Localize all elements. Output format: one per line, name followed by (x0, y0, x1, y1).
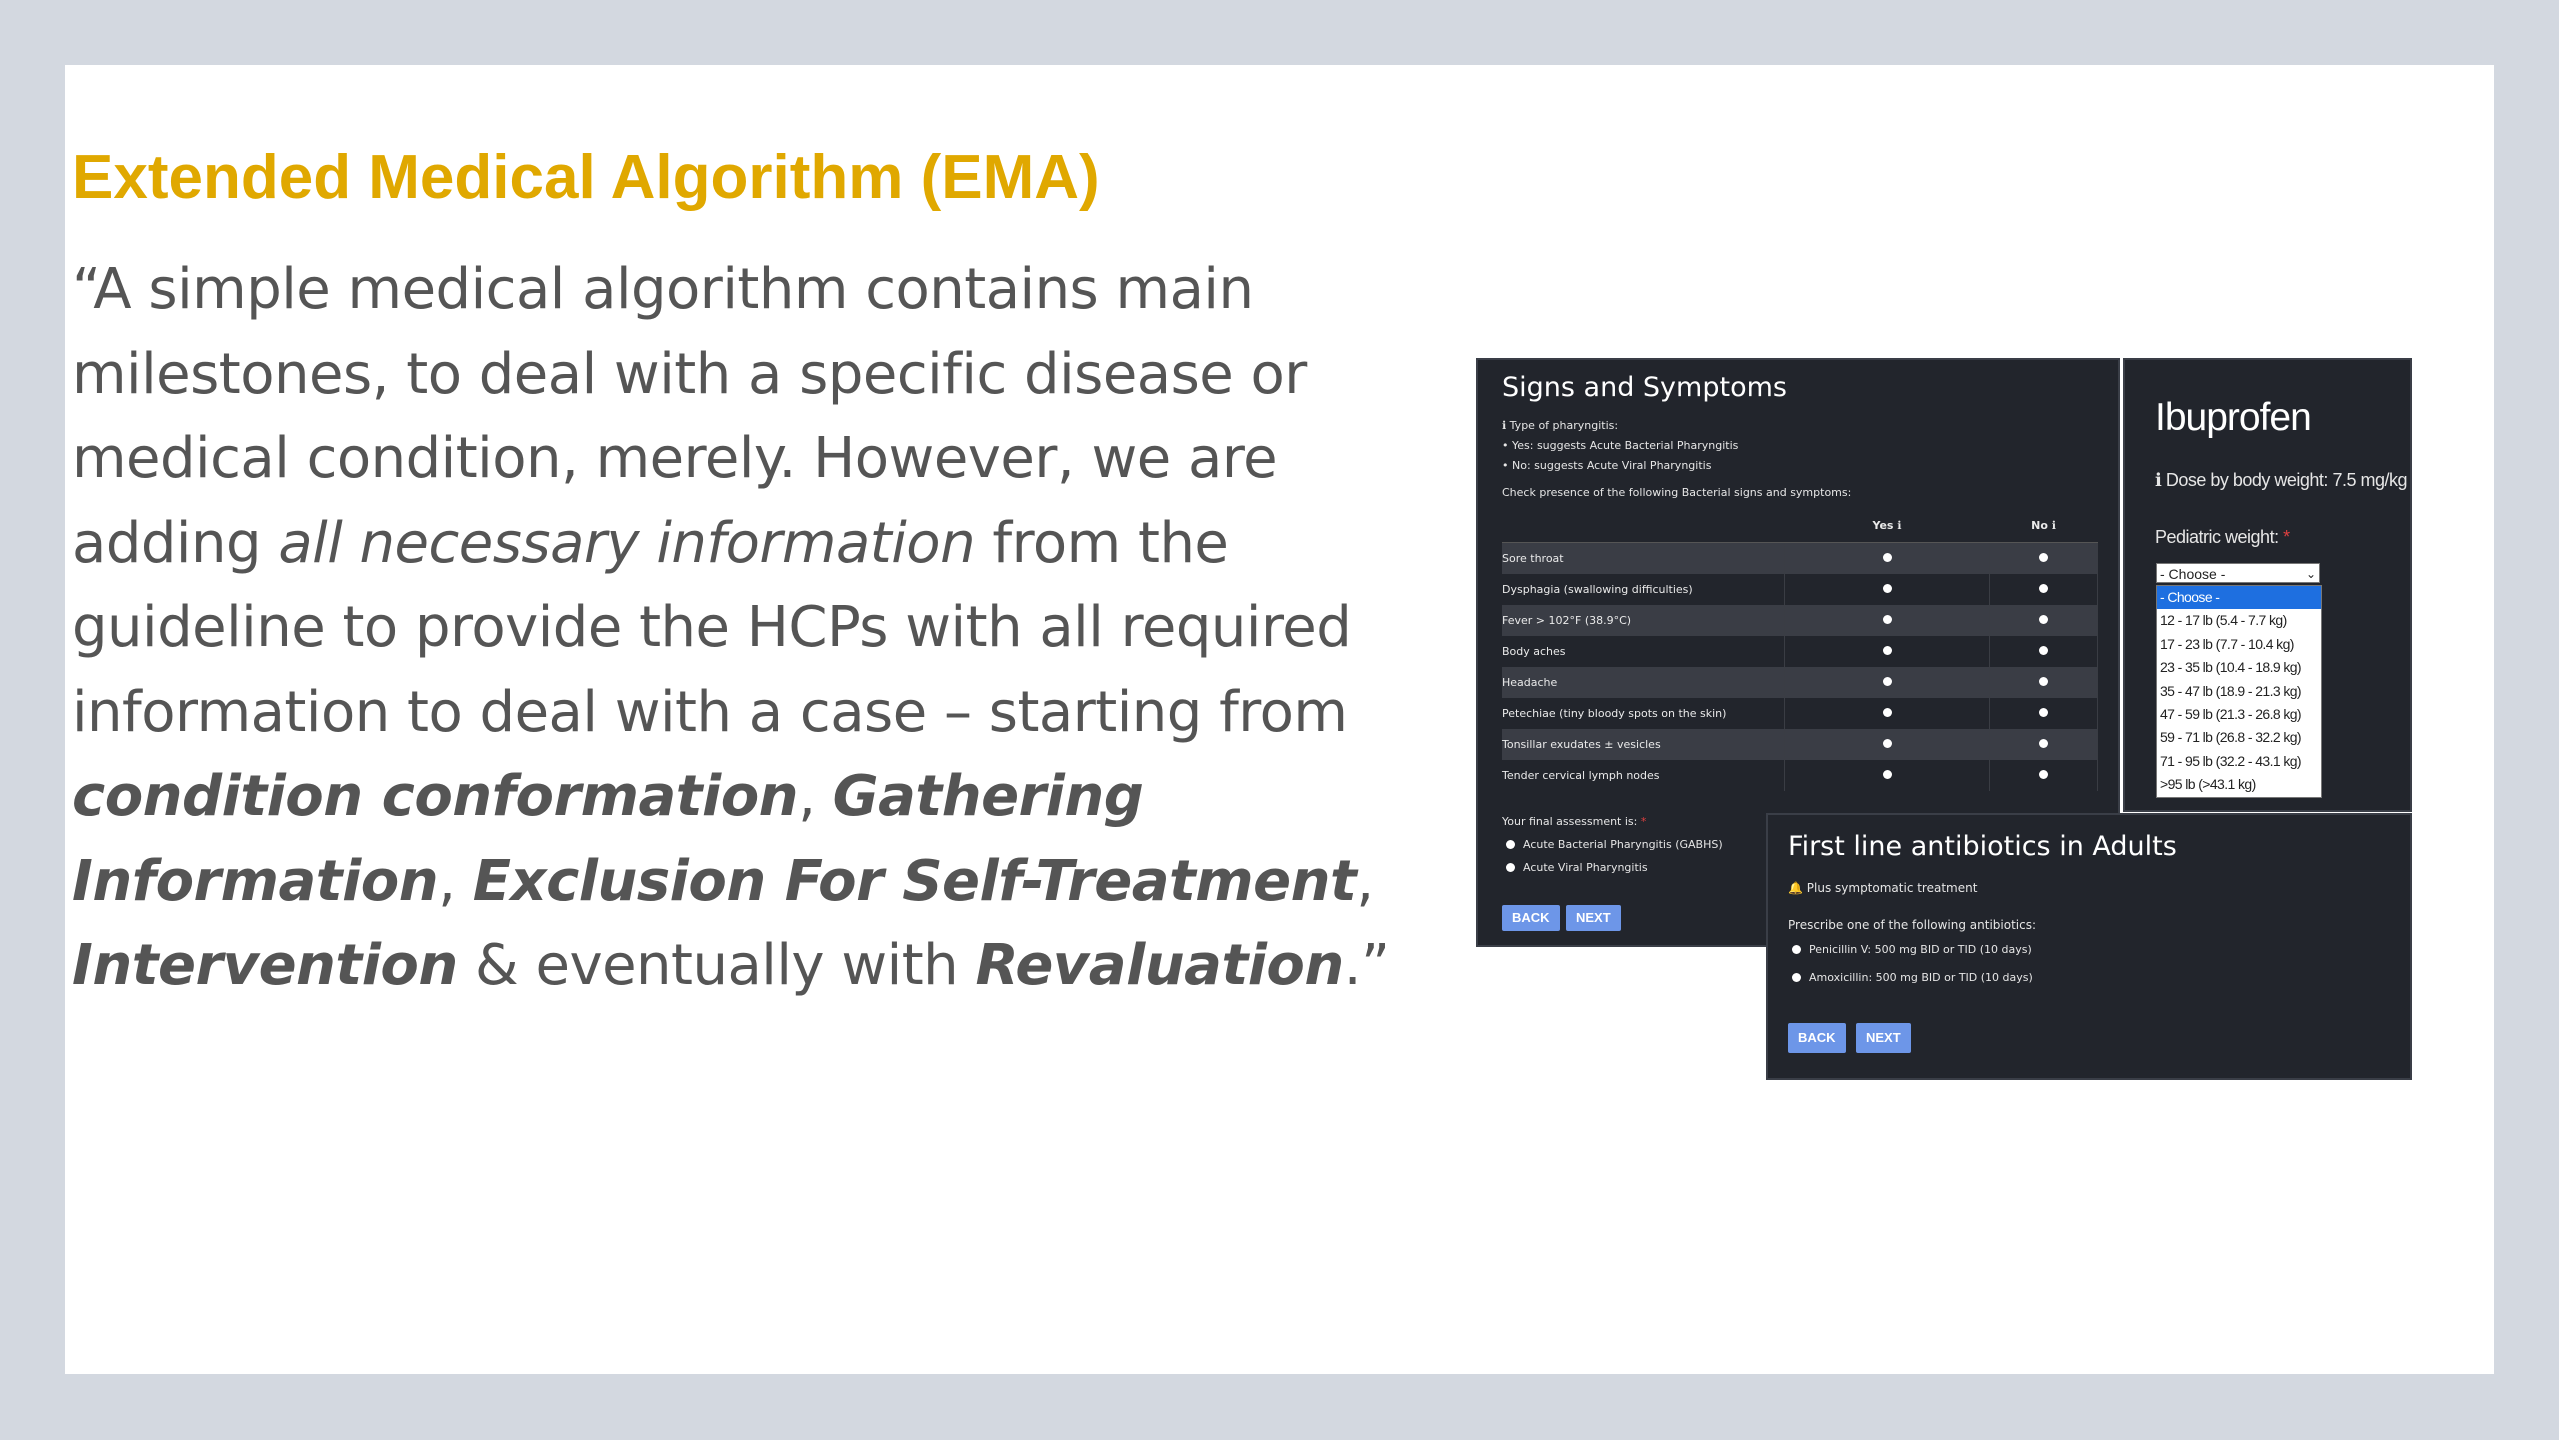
required-marker: * (2283, 527, 2290, 547)
weight-option[interactable]: 17 - 23 lb (7.7 - 10.4 kg) (2160, 635, 2294, 652)
no-radio[interactable] (2039, 739, 2048, 748)
weight-option[interactable]: 71 - 95 lb (32.2 - 43.1 kg) (2160, 752, 2301, 769)
table-row (1502, 698, 2098, 729)
next-button[interactable]: NEXT (1856, 1023, 1911, 1053)
required-marker: * (1640, 815, 1647, 828)
weight-option[interactable]: - Choose - (2157, 586, 2321, 609)
back-button[interactable]: BACK (1502, 905, 1560, 931)
dose-info: ℹ Dose by body weight: 7.5 mg/kg (2155, 470, 2407, 490)
back-button[interactable]: BACK (1788, 1023, 1846, 1053)
assessment-option-bacterial[interactable]: Acute Bacterial Pharyngitis (GABHS) (1506, 838, 1723, 851)
assessment-option-viral[interactable]: Acute Viral Pharyngitis (1506, 861, 1648, 874)
next-button[interactable]: NEXT (1566, 905, 1621, 931)
table-row (1502, 760, 2098, 791)
no-radio[interactable] (2039, 677, 2048, 686)
no-radio[interactable] (2039, 708, 2048, 717)
yes-header: Yes ℹ (1785, 508, 1990, 543)
yes-radio[interactable] (1883, 646, 1892, 655)
panel-title: Ibuprofen (2155, 396, 2311, 439)
ibuprofen-panel (2125, 360, 2410, 810)
assessment-label: Your final assessment is: * (1502, 815, 1647, 828)
weight-options-list (2156, 585, 2322, 798)
no-radio[interactable] (2039, 770, 2048, 779)
quote-text: “A simple medical algorithm contains main milestones, to deal with a specific disease or medical condition, merely. However, we are adding all necessary information from the guideline to provide the HCPs with all required information to deal with a case – starting from condition conformation, Gathering Information, Exclusion For Self-Treatment, Intervention & eventually with Revaluation.” (72, 257, 1390, 998)
symptom-label: Body aches (1502, 636, 1785, 667)
yes-radio[interactable] (1883, 615, 1892, 624)
radio-icon[interactable] (1792, 973, 1801, 982)
yes-radio[interactable] (1883, 708, 1892, 717)
symptoms-table (1502, 508, 2098, 791)
yes-radio[interactable] (1883, 584, 1892, 593)
weight-select[interactable]: - Choose - ⌄ (2156, 563, 2320, 583)
radio-icon[interactable] (1506, 863, 1515, 872)
symptomatic-note: 🔔 Plus symptomatic treatment (1788, 881, 1978, 895)
symptom-label: Dysphagia (swallowing difficulties) (1502, 574, 1785, 605)
yes-radio[interactable] (1883, 770, 1892, 779)
pharyngitis-info: ℹ Type of pharyngitis: • Yes: suggests Acute Bacterial Pharyngitis • No: suggests Acute Viral Pharyngitis (1502, 419, 1739, 472)
no-radio[interactable] (2039, 646, 2048, 655)
prescribe-label: Prescribe one of the following antibiotics: (1788, 918, 2037, 932)
symptom-label: Tender cervical lymph nodes (1502, 760, 1785, 791)
radio-icon[interactable] (1506, 840, 1515, 849)
panel-title: First line antibiotics in Adults (1788, 831, 2177, 862)
weight-option[interactable]: 12 - 17 lb (5.4 - 7.7 kg) (2160, 612, 2287, 629)
yes-radio[interactable] (1883, 553, 1892, 562)
no-radio[interactable] (2039, 553, 2048, 562)
weight-option[interactable]: 47 - 59 lb (21.3 - 26.8 kg) (2160, 705, 2301, 722)
antibiotics-panel (1768, 815, 2410, 1078)
symptom-label: Tonsillar exudates ± vesicles (1502, 729, 1785, 760)
table-row (1502, 636, 2098, 667)
check-label: Check presence of the following Bacterial signs and symptoms: (1502, 486, 1852, 499)
no-header: No ℹ (1990, 508, 2098, 543)
table-row (1502, 574, 2098, 605)
weight-option[interactable]: >95 lb (>43.1 kg) (2160, 776, 2256, 793)
panel-title: Signs and Symptoms (1502, 372, 1787, 403)
table-row (1502, 667, 2098, 698)
symptom-label: Headache (1502, 667, 1785, 698)
yes-radio[interactable] (1883, 739, 1892, 748)
symptom-label: Sore throat (1502, 543, 1785, 575)
slide-title: Extended Medical Algorithm (EMA) (72, 143, 1100, 212)
weight-option[interactable]: 35 - 47 lb (18.9 - 21.3 kg) (2160, 682, 2301, 699)
table-row (1502, 605, 2098, 636)
radio-icon[interactable] (1792, 945, 1801, 954)
antibiotic-option-penicillin[interactable]: Penicillin V: 500 mg BID or TID (10 days) (1792, 943, 2032, 956)
no-radio[interactable] (2039, 615, 2048, 624)
symptom-header (1502, 508, 1785, 543)
no-radio[interactable] (2039, 584, 2048, 593)
symptom-label: Petechiae (tiny bloody spots on the skin) (1502, 698, 1785, 729)
weight-label: Pediatric weight: * (2155, 527, 2290, 547)
table-row (1502, 729, 2098, 760)
antibiotic-option-amoxicillin[interactable]: Amoxicillin: 500 mg BID or TID (10 days) (1792, 971, 2033, 984)
chevron-down-icon: ⌄ (2305, 567, 2316, 581)
weight-option[interactable]: 59 - 71 lb (26.8 - 32.2 kg) (2160, 729, 2301, 746)
symptom-label: Fever > 102°F (38.9°C) (1502, 605, 1785, 636)
bell-icon: 🔔 (1788, 881, 1803, 895)
table-row (1502, 543, 2098, 575)
weight-option[interactable]: 23 - 35 lb (10.4 - 18.9 kg) (2160, 659, 2301, 676)
yes-radio[interactable] (1883, 677, 1892, 686)
